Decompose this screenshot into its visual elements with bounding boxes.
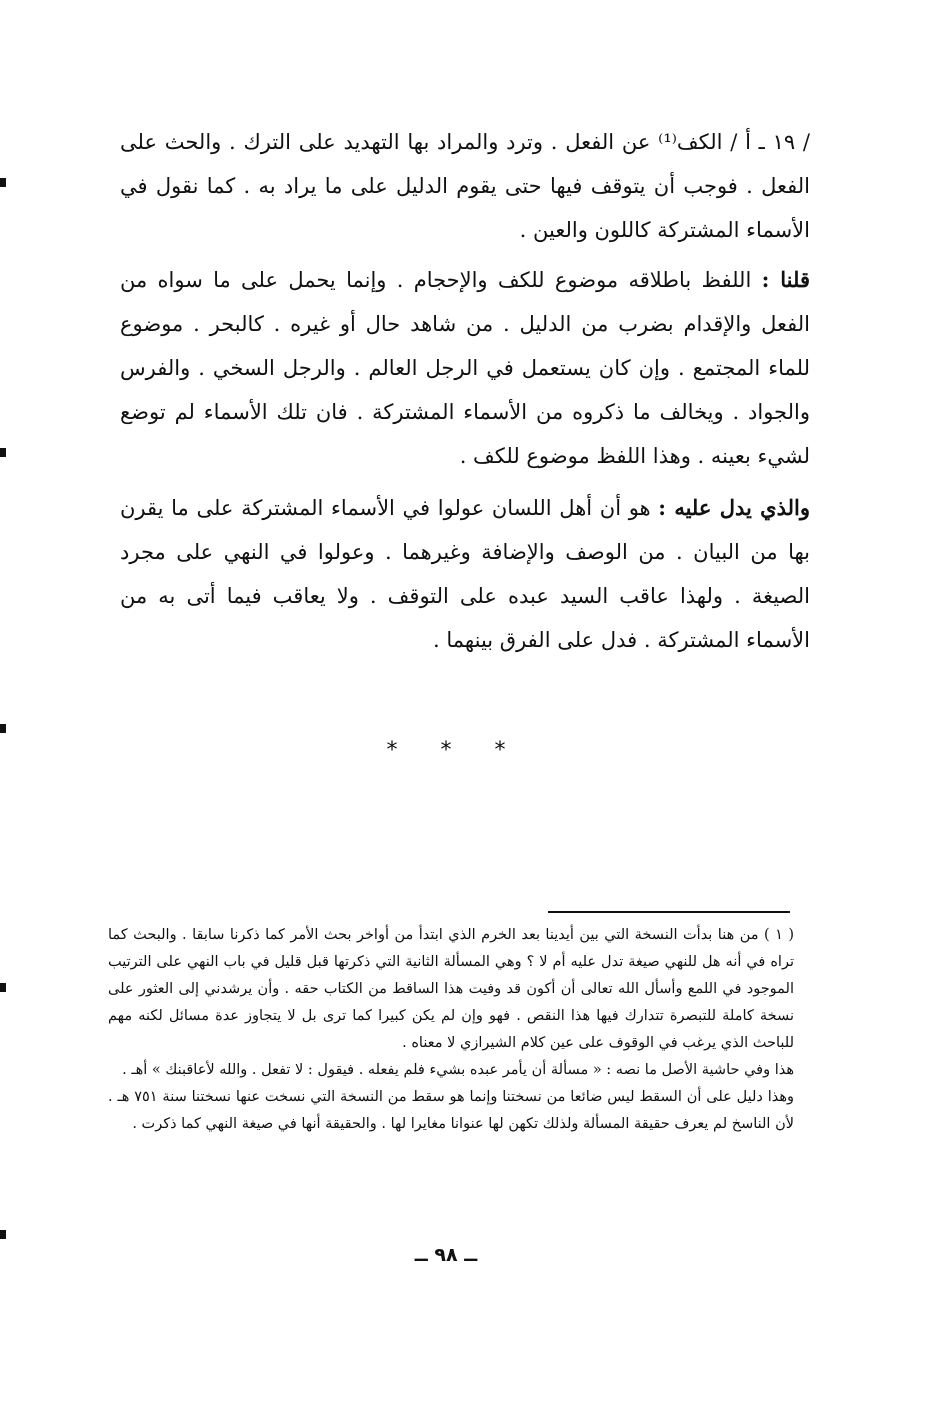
section-separator: * * * — [386, 738, 524, 763]
footnote-3: وهذا دليل على أن السقط ليس ضائعا من نسختنا وإنما هو سقط من النسخة التي نسخت عنها نسختنا سنة ٧٥١ هـ . لأن الناسخ لم يعرف حقيقة المسألة ولذلك تكهن لها عنوانا مغايرا لها . والحقيقة أنها في صيغة النهي كما ذكرت . — [108, 1089, 794, 1132]
paragraph-2-lead: قلنا : — [761, 267, 810, 292]
margin-mark — [0, 724, 6, 733]
footnote-rule — [548, 911, 790, 913]
paragraph-3-lead: والذي يدل عليه : — [658, 495, 810, 520]
paragraph-3-text: هو أن أهل اللسان عولوا في الأسماء المشتركة على ما يقرن بها من البيان . من الوصف والإضافة وغيرهما . وعولوا في النهي على مجرد الصيغة . ولهذا عاقب السيد عبده على التوقف . ولا يعاقب فيما أتى به من الأسماء المشتركة . فدل على الفرق بينهما . — [120, 496, 810, 652]
footnote-2: هذا وفي حاشية الأصل ما نصه : « مسألة أن يأمر عبده بشيء فلم يفعله . فيقول : لا تفعل . والله لأعاقبنك » أهـ . — [122, 1062, 794, 1078]
paragraph-2-text: اللفظ باطلاقه موضوع للكف والإحجام . وإنما يحمل على ما سواه من الفعل والإقدام بضرب من الدليل . من شاهد حال أو غيره . كالبحر . موضوع للماء المجتمع . وإن كان يستعمل في الرجل العالم . والرجل السخي . والفرس والجواد . ويخالف ما ذكروه من الأسماء المشتركة . فان تلك الأسماء لم توضع لشيء بعينه . وهذا اللفظ موضوع للكف . — [120, 268, 810, 468]
paragraph-1 — [120, 120, 810, 252]
paragraph-2 — [120, 258, 810, 478]
footnote-1: ( ١ ) من هنا بدأت النسخة التي بين أيدينا بعد الخرم الذي ابتدأ من أواخر بحث الأمر كما ذكرنا سابقا . والبحث كما تراه في أنه هل للنهي صيغة تدل عليه أم لا ؟ وهي المسألة الثانية التي ذكرتها قبل قليل في باب النهي على الترتيب الموجود في اللمع وأسأل الله تعالى أن أكون قد وفيت هذا الساقط من الكتاب حقه . وأن يرشدني إلى العثور على نسخة كاملة للتبصرة تتدارك فيها هذا النقص . فهو وإن لم يكن كبيرا كما ترى بل لا يتجاوز عدة مسائل لكنه مهم للباحث الذي يرغب في الوقوف على عين كلام الشيرازي لا معناه . — [108, 927, 794, 1051]
paragraph-1-text: / ١٩ ـ أ / الكف⁽¹⁾ عن الفعل . وترد والمراد بها التهديد على الترك . والحث على الفعل . فوجب أن يتوقف فيها حتى يقوم الدليل على ما يراد به . كما نقول في الأسماء المشتركة كاللون والعين . — [120, 130, 810, 242]
margin-mark — [0, 448, 6, 457]
page-number: ــ ٩٨ ــ — [414, 1244, 478, 1266]
margin-mark — [0, 178, 6, 187]
footnotes — [108, 922, 794, 1138]
margin-mark — [0, 983, 6, 992]
margin-mark — [0, 1230, 6, 1239]
paragraph-3 — [120, 486, 810, 662]
